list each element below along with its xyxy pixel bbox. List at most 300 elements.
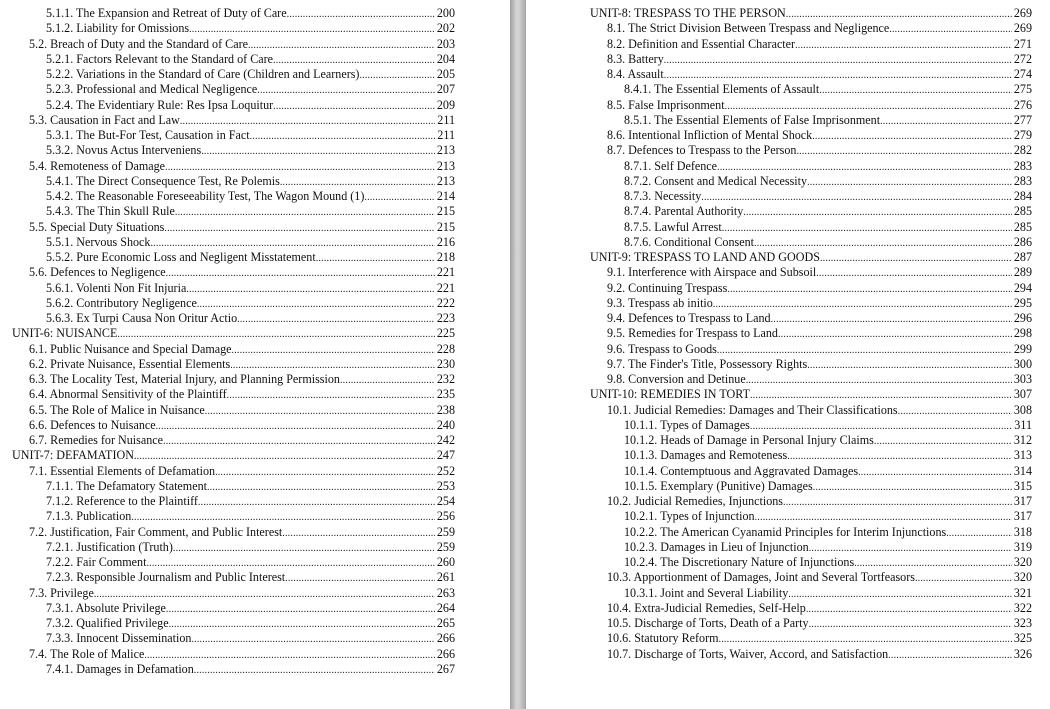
dot-leader — [273, 52, 435, 68]
toc-entry-title: 5.2.3. Professional and Medical Negligence — [46, 82, 258, 97]
toc-entry-page-number: 211 — [437, 128, 455, 142]
toc-entry-page-number: 279 — [1013, 128, 1032, 142]
toc-entry-page-number: 247 — [436, 448, 455, 463]
toc-entry[interactable] — [12, 448, 455, 463]
toc-entry-title: 5.2.4. The Evidentiary Rule: Res Ipsa Loquitur — [46, 97, 274, 112]
toc-entry[interactable] — [590, 479, 1032, 494]
toc-entry-title: 9.8. Conversion and Detinue — [607, 372, 746, 386]
toc-entry[interactable] — [12, 37, 455, 52]
right-page — [526, 0, 1050, 709]
dot-leader — [273, 98, 435, 114]
toc-entry-title: 8.5.1. The Essential Elements of False Imprisonment — [624, 112, 881, 127]
toc-entry[interactable] — [590, 37, 1032, 52]
toc-entry-title: 5.1.2. Liability for Omissions — [46, 21, 190, 36]
toc-entry-title: 6.7. Remedies for Nuisance — [29, 433, 163, 447]
toc-entry[interactable] — [590, 464, 1032, 479]
toc-entry[interactable] — [12, 113, 455, 128]
toc-entry-page-number: 272 — [1013, 51, 1032, 66]
toc-entry-title: 10.1. Judicial Remedies: Damages and Their Classifications — [607, 402, 898, 417]
toc-entry-title: 9.7. The Finder's Title, Possessory Rights — [607, 356, 808, 371]
toc-entry-title: UNIT-8: TRESPASS TO THE PERSON — [590, 6, 786, 20]
toc-entry-page-number: 287 — [1013, 250, 1032, 264]
dot-leader — [117, 326, 435, 342]
toc-entry-page-number: 238 — [436, 402, 455, 417]
toc-entry-page-number: 265 — [436, 616, 455, 630]
toc-entry[interactable] — [12, 204, 455, 219]
dot-leader — [250, 128, 435, 144]
toc-entry-page-number: 266 — [436, 631, 455, 646]
dot-leader — [816, 265, 1012, 281]
dot-leader — [198, 494, 435, 510]
toc-entry[interactable] — [590, 250, 1032, 265]
dot-leader — [717, 159, 1012, 175]
toc-entry[interactable] — [590, 159, 1032, 174]
toc-entry-title: 9.6. Trespass to Goods — [607, 341, 717, 356]
toc-entry-title: 8.7.2. Consent and Medical Necessity — [624, 173, 808, 188]
toc-entry-page-number: 320 — [1013, 555, 1032, 569]
toc-entry[interactable] — [590, 631, 1032, 646]
toc-entry[interactable] — [590, 540, 1032, 555]
toc-entry-title: 7.3.3. Innocent Dissemination — [46, 631, 192, 646]
dot-leader — [787, 448, 1012, 464]
dot-leader — [316, 250, 435, 266]
toc-entry-page-number: 312 — [1013, 433, 1032, 447]
toc-entry-title: UNIT-9: TRESPASS TO LAND AND GOODS — [590, 250, 820, 264]
toc-entry-page-number: 296 — [1013, 311, 1032, 325]
toc-entry-page-number: 308 — [1013, 402, 1032, 417]
dot-leader — [186, 281, 435, 297]
toc-entry-title: 8.7.5. Lawful Arrest — [624, 219, 722, 234]
toc-entry-page-number: 314 — [1013, 463, 1032, 478]
toc-entry-title: 9.1. Interference with Airspace and Subsoil — [607, 265, 817, 280]
dot-leader — [898, 403, 1012, 419]
dot-leader — [285, 570, 435, 586]
toc-list-left — [12, 6, 455, 677]
toc-entry[interactable] — [12, 250, 455, 265]
toc-entry-page-number: 286 — [1013, 234, 1032, 249]
toc-entry-title: 8.7.3. Necessity — [624, 189, 702, 203]
toc-entry-page-number: 213 — [436, 173, 455, 188]
toc-entry-page-number: 298 — [1013, 326, 1032, 341]
toc-entry[interactable] — [590, 82, 1032, 97]
toc-entry-page-number: 303 — [1013, 372, 1032, 386]
toc-entry-title: 7.2.1. Justification (Truth) — [46, 539, 173, 554]
toc-entry[interactable] — [12, 372, 455, 387]
toc-entry[interactable] — [12, 433, 455, 448]
toc-entry-page-number: 323 — [1013, 616, 1032, 630]
toc-entry[interactable] — [590, 296, 1032, 311]
toc-entry[interactable] — [590, 494, 1032, 509]
toc-entry-title: 7.3.1. Absolute Privilege — [46, 600, 166, 615]
toc-entry[interactable] — [590, 326, 1032, 341]
dot-leader — [786, 6, 1012, 22]
toc-entry-title: 8.7.1. Self Defence — [624, 158, 718, 173]
toc-entry-title: 5.2. Breach of Duty and the Standard of Care — [29, 36, 248, 51]
toc-entry-title: 7.3.2. Qualified Privilege — [46, 616, 169, 630]
dot-leader — [858, 464, 1012, 480]
toc-entry-title: 10.3. Apportionment of Damages, Joint and Several Tortfeasors — [607, 570, 915, 585]
toc-entry[interactable] — [12, 342, 455, 357]
toc-entry[interactable] — [590, 235, 1032, 250]
toc-entry[interactable] — [12, 265, 455, 280]
dot-leader — [788, 586, 1012, 602]
toc-entry-title: 10.2.3. Damages in Lieu of Injunction — [624, 539, 809, 554]
toc-entry-page-number: 263 — [436, 585, 455, 600]
toc-entry-page-number: 321 — [1013, 585, 1032, 600]
toc-entry-title: 8.4.1. The Essential Elements of Assault — [624, 82, 820, 97]
toc-entry-page-number: 204 — [436, 51, 455, 66]
toc-entry-page-number: 223 — [436, 311, 455, 325]
toc-entry[interactable] — [12, 525, 455, 540]
toc-entry[interactable] — [12, 464, 455, 479]
toc-entry[interactable] — [590, 311, 1032, 326]
toc-entry[interactable] — [12, 82, 455, 97]
toc-entry-title: 5.5. Special Duty Situations — [29, 219, 165, 234]
toc-entry-title: 7.1.1. The Defamatory Statement — [46, 478, 207, 493]
toc-entry[interactable] — [12, 403, 455, 418]
toc-entry[interactable] — [590, 52, 1032, 67]
dot-leader — [173, 540, 435, 556]
dot-leader — [874, 433, 1012, 449]
dot-leader — [820, 250, 1012, 266]
toc-entry-page-number: 320 — [1013, 570, 1032, 585]
toc-entry-title: 5.1.1. The Expansion and Retreat of Duty of Care — [46, 6, 287, 20]
toc-entry[interactable] — [12, 128, 455, 143]
toc-entry-title: 10.2. Judicial Remedies, Injunctions — [607, 494, 784, 508]
toc-entry[interactable] — [590, 281, 1032, 296]
dot-leader — [134, 448, 435, 464]
dot-leader — [719, 631, 1012, 647]
toc-entry[interactable] — [12, 662, 455, 677]
toc-entry[interactable] — [12, 67, 455, 82]
toc-entry-page-number: 299 — [1013, 341, 1032, 356]
toc-entry-title: 10.1.4. Contemptuous and Aggravated Damages — [624, 463, 859, 478]
toc-entry-title: 6.4. Abnormal Sensitivity of the Plaintiff — [29, 387, 227, 402]
toc-entry-page-number: 269 — [1013, 6, 1032, 20]
dot-leader — [743, 204, 1012, 220]
toc-entry-page-number: 300 — [1013, 356, 1032, 371]
toc-entry-title: 6.5. The Role of Malice in Nuisance — [29, 402, 205, 417]
dot-leader — [191, 631, 435, 647]
toc-entry[interactable] — [12, 159, 455, 174]
dot-leader — [701, 189, 1012, 205]
dot-leader — [717, 342, 1012, 358]
dot-leader — [725, 98, 1012, 114]
toc-entry-title: 10.7. Discharge of Torts, Waiver, Accord, and Satisfaction — [607, 646, 889, 661]
dot-leader — [364, 189, 435, 205]
toc-entry-title: 9.4. Defences to Trespass to Land — [607, 311, 771, 325]
toc-entry-title: 10.1.2. Heads of Damage in Personal Injury Claims — [624, 433, 874, 447]
toc-entry-title: 10.2.1. Types of Injunction — [624, 509, 755, 524]
dot-leader — [713, 296, 1012, 312]
toc-entry[interactable] — [590, 570, 1032, 585]
dot-leader — [795, 37, 1012, 53]
dot-leader — [237, 311, 435, 327]
toc-entry-page-number: 322 — [1013, 600, 1032, 615]
toc-entry-title: 8.5. False Imprisonment — [607, 97, 725, 112]
toc-entry[interactable] — [12, 387, 455, 402]
toc-entry[interactable] — [590, 143, 1032, 158]
toc-entry[interactable] — [12, 98, 455, 113]
toc-entry[interactable] — [590, 174, 1032, 189]
toc-entry[interactable] — [12, 555, 455, 570]
toc-entry-title: 10.2.4. The Discretionary Nature of Injunctions — [624, 555, 855, 569]
toc-entry-page-number: 275 — [1013, 82, 1032, 97]
toc-entry-page-number: 311 — [1014, 417, 1032, 432]
toc-entry-title: 8.7.6. Conditional Consent — [624, 234, 755, 249]
toc-entry-title: 9.3. Trespass ab initio — [607, 295, 713, 310]
toc-entry-page-number: 269 — [1013, 21, 1032, 36]
toc-entry-title: 6.1. Public Nuisance and Special Damage — [29, 341, 232, 356]
toc-entry-title: 10.1.5. Exemplary (Punitive) Damages — [624, 478, 813, 493]
toc-entry-page-number: 225 — [436, 326, 455, 341]
dot-leader — [180, 113, 435, 129]
toc-entry-title: 8.4. Assault — [607, 67, 664, 81]
toc-entry-page-number: 211 — [437, 112, 455, 127]
toc-entry[interactable] — [12, 189, 455, 204]
dot-leader — [809, 616, 1012, 632]
dot-leader — [227, 387, 435, 403]
toc-entry-title: 8.3. Battery — [607, 51, 664, 66]
toc-entry[interactable] — [590, 220, 1032, 235]
toc-entry[interactable] — [590, 357, 1032, 372]
dot-leader — [282, 525, 435, 541]
toc-entry[interactable] — [12, 235, 455, 250]
dot-leader — [166, 265, 435, 281]
toc-entry-title: 8.1. The Strict Division Between Trespass and Negligence — [607, 21, 890, 36]
toc-entry-page-number: 256 — [436, 509, 455, 524]
dot-leader — [889, 21, 1012, 37]
dot-leader — [164, 220, 435, 236]
toc-entry[interactable] — [12, 647, 455, 662]
toc-entry-title: 10.2.2. The American Cyanamid Principles for Interim Injunctions — [624, 524, 947, 539]
toc-entry-page-number: 221 — [436, 280, 455, 295]
toc-entry-page-number: 207 — [436, 82, 455, 97]
toc-entry-title: 5.3.2. Novus Actus Interveniens — [46, 143, 202, 158]
toc-entry-page-number: 317 — [1013, 494, 1032, 508]
toc-entry-title: UNIT-7: DEFAMATION — [12, 448, 134, 463]
toc-entry[interactable] — [590, 128, 1032, 143]
toc-entry[interactable] — [12, 174, 455, 189]
toc-entry-title: 7.1.2. Reference to the Plaintiff — [46, 494, 198, 508]
dot-leader — [94, 586, 435, 602]
toc-entry[interactable] — [12, 281, 455, 296]
toc-entry[interactable] — [590, 418, 1032, 433]
toc-entry-page-number: 218 — [436, 250, 455, 264]
dot-leader — [807, 357, 1012, 373]
toc-entry-page-number: 214 — [436, 189, 455, 203]
toc-entry[interactable] — [12, 326, 455, 341]
toc-entry-page-number: 294 — [1013, 280, 1032, 295]
dot-leader — [819, 82, 1012, 98]
toc-entry-title: 5.6.3. Ex Turpi Causa Non Oritur Actio — [46, 311, 238, 325]
toc-entry[interactable] — [12, 21, 455, 36]
toc-entry-title: 8.7.4. Parental Authority — [624, 204, 744, 219]
toc-entry[interactable] — [590, 21, 1032, 36]
dot-leader — [854, 555, 1012, 571]
toc-entry[interactable] — [12, 143, 455, 158]
toc-entry-title: 10.6. Statutory Reform — [607, 631, 719, 646]
toc-entry[interactable] — [590, 586, 1032, 601]
toc-entry-page-number: 222 — [436, 295, 455, 310]
dot-leader — [812, 128, 1012, 144]
dot-leader — [946, 525, 1012, 541]
toc-entry[interactable] — [12, 540, 455, 555]
toc-entry[interactable] — [590, 403, 1032, 418]
toc-entry-page-number: 221 — [436, 265, 455, 280]
toc-entry[interactable] — [590, 67, 1032, 82]
dot-leader — [750, 387, 1012, 403]
toc-entry-title: 7.4. The Role of Malice — [29, 646, 145, 661]
toc-entry[interactable] — [590, 204, 1032, 219]
toc-entry-page-number: 242 — [436, 433, 455, 447]
toc-entry-page-number: 260 — [436, 555, 455, 569]
toc-entry[interactable] — [590, 448, 1032, 463]
toc-entry-title: 9.5. Remedies for Trespass to Land — [607, 326, 778, 341]
toc-entry-title: 5.2.2. Variations in the Standard of Care (Children and Learners) — [46, 67, 360, 81]
toc-entry-page-number: 319 — [1013, 539, 1032, 554]
toc-entry-page-number: 230 — [436, 356, 455, 371]
toc-entry-page-number: 261 — [436, 570, 455, 585]
toc-entry-page-number: 216 — [436, 234, 455, 249]
toc-entry[interactable] — [12, 570, 455, 585]
dot-leader — [248, 37, 435, 53]
toc-entry-title: UNIT-6: NUISANCE — [12, 326, 118, 341]
toc-entry[interactable] — [12, 494, 455, 509]
toc-entry-page-number: 202 — [436, 21, 455, 36]
dot-leader — [280, 174, 435, 190]
toc-entry[interactable] — [590, 98, 1032, 113]
toc-entry[interactable] — [590, 265, 1032, 280]
toc-entry-title: 5.6.1. Volenti Non Fit Injuria — [46, 280, 187, 295]
toc-entry[interactable] — [590, 113, 1032, 128]
toc-entry[interactable] — [590, 433, 1032, 448]
dot-leader — [722, 220, 1012, 236]
dot-leader — [146, 555, 435, 571]
toc-entry[interactable] — [590, 601, 1032, 616]
toc-entry-title: 10.1.1. Types of Damages — [624, 417, 750, 432]
toc-entry[interactable] — [12, 311, 455, 326]
left-page — [0, 0, 510, 709]
toc-entry[interactable] — [12, 52, 455, 67]
toc-entry[interactable] — [12, 479, 455, 494]
toc-entry[interactable] — [590, 555, 1032, 570]
toc-entry-page-number: 200 — [436, 6, 455, 20]
toc-entry-title: 10.3.1. Joint and Several Liability — [624, 585, 789, 600]
toc-entry-page-number: 318 — [1013, 524, 1032, 539]
toc-entry-page-number: 289 — [1013, 265, 1032, 280]
toc-entry-title: 5.2.1. Factors Relevant to the Standard of Care — [46, 51, 274, 66]
toc-entry[interactable] — [590, 387, 1032, 402]
toc-entry-title: 5.3. Causation in Fact and Law — [29, 112, 180, 127]
dot-leader — [287, 6, 435, 22]
toc-entry[interactable] — [590, 616, 1032, 631]
toc-entry[interactable] — [590, 647, 1032, 662]
toc-entry-page-number: 232 — [436, 372, 455, 386]
dot-leader — [809, 540, 1012, 556]
dot-leader — [163, 433, 435, 449]
dot-leader — [205, 403, 435, 419]
toc-entry-title: 8.2. Definition and Essential Character — [607, 36, 796, 51]
toc-entry[interactable] — [12, 296, 455, 311]
toc-entry-page-number: 205 — [436, 67, 455, 81]
toc-entry-title: 10.4. Extra-Judicial Remedies, Self-Help — [607, 600, 806, 615]
toc-entry-page-number: 203 — [436, 36, 455, 51]
toc-entry-page-number: 284 — [1013, 189, 1032, 203]
toc-entry-page-number: 282 — [1013, 143, 1032, 158]
dot-leader — [150, 235, 435, 251]
toc-entry-page-number: 228 — [436, 341, 455, 356]
toc-entry-page-number: 213 — [436, 143, 455, 158]
toc-entry-page-number: 259 — [436, 524, 455, 539]
toc-entry-title: 5.4.2. The Reasonable Foreseeability Test, The Wagon Mound (1) — [46, 189, 365, 203]
toc-entry-page-number: 307 — [1013, 387, 1032, 402]
dot-leader — [778, 326, 1012, 342]
toc-entry[interactable] — [12, 418, 455, 433]
toc-entry-page-number: 240 — [436, 417, 455, 432]
toc-entry-title: 7.1.3. Publication — [46, 509, 132, 524]
toc-entry[interactable] — [12, 616, 455, 631]
toc-entry[interactable] — [12, 357, 455, 372]
toc-entry[interactable] — [12, 631, 455, 646]
dot-leader — [771, 311, 1012, 327]
toc-list-right — [590, 6, 1032, 662]
dot-leader — [230, 357, 435, 373]
dot-leader — [750, 418, 1012, 434]
toc-entry-title: 10.5. Discharge of Torts, Death of a Party — [607, 616, 809, 630]
toc-entry[interactable] — [590, 6, 1032, 21]
dot-leader — [746, 372, 1012, 388]
toc-entry-page-number: 266 — [436, 646, 455, 661]
toc-entry[interactable] — [590, 509, 1032, 524]
toc-entry-page-number: 271 — [1013, 36, 1032, 51]
dot-leader — [175, 204, 435, 220]
toc-entry[interactable] — [590, 372, 1032, 387]
toc-entry-title: 7.2. Justification, Fair Comment, and Public Interest — [29, 524, 283, 539]
toc-entry[interactable] — [12, 509, 455, 524]
toc-entry-title: 9.2. Continuing Trespass — [607, 280, 728, 295]
toc-entry-page-number: 315 — [1013, 478, 1032, 493]
dot-leader — [359, 67, 435, 83]
toc-entry-title: 5.4.1. The Direct Consequence Test, Re Polemis — [46, 173, 280, 188]
dot-leader — [664, 67, 1012, 83]
dot-leader — [915, 570, 1012, 586]
toc-entry[interactable] — [12, 601, 455, 616]
dot-leader — [257, 82, 435, 98]
dot-leader — [156, 418, 435, 434]
dot-leader — [880, 113, 1012, 129]
toc-entry-page-number: 274 — [1013, 67, 1032, 81]
toc-entry[interactable] — [12, 220, 455, 235]
dot-leader — [232, 342, 435, 358]
toc-entry[interactable] — [590, 342, 1032, 357]
toc-entry-page-number: 254 — [436, 494, 455, 508]
toc-entry-page-number: 252 — [436, 463, 455, 478]
toc-entry-title: 6.3. The Locality Test, Material Injury, and Planning Permission — [29, 372, 340, 386]
dot-leader — [796, 143, 1012, 159]
dot-leader — [166, 601, 435, 617]
toc-entry-title: 5.5.2. Pure Economic Loss and Negligent Misstatement — [46, 250, 316, 264]
toc-entry[interactable] — [590, 189, 1032, 204]
dot-leader — [340, 372, 435, 388]
dot-leader — [888, 647, 1012, 663]
toc-entry[interactable] — [590, 525, 1032, 540]
dot-leader — [806, 601, 1012, 617]
dot-leader — [165, 159, 435, 175]
toc-entry[interactable] — [12, 6, 455, 21]
toc-entry-page-number: 313 — [1013, 448, 1032, 463]
toc-entry[interactable] — [12, 586, 455, 601]
